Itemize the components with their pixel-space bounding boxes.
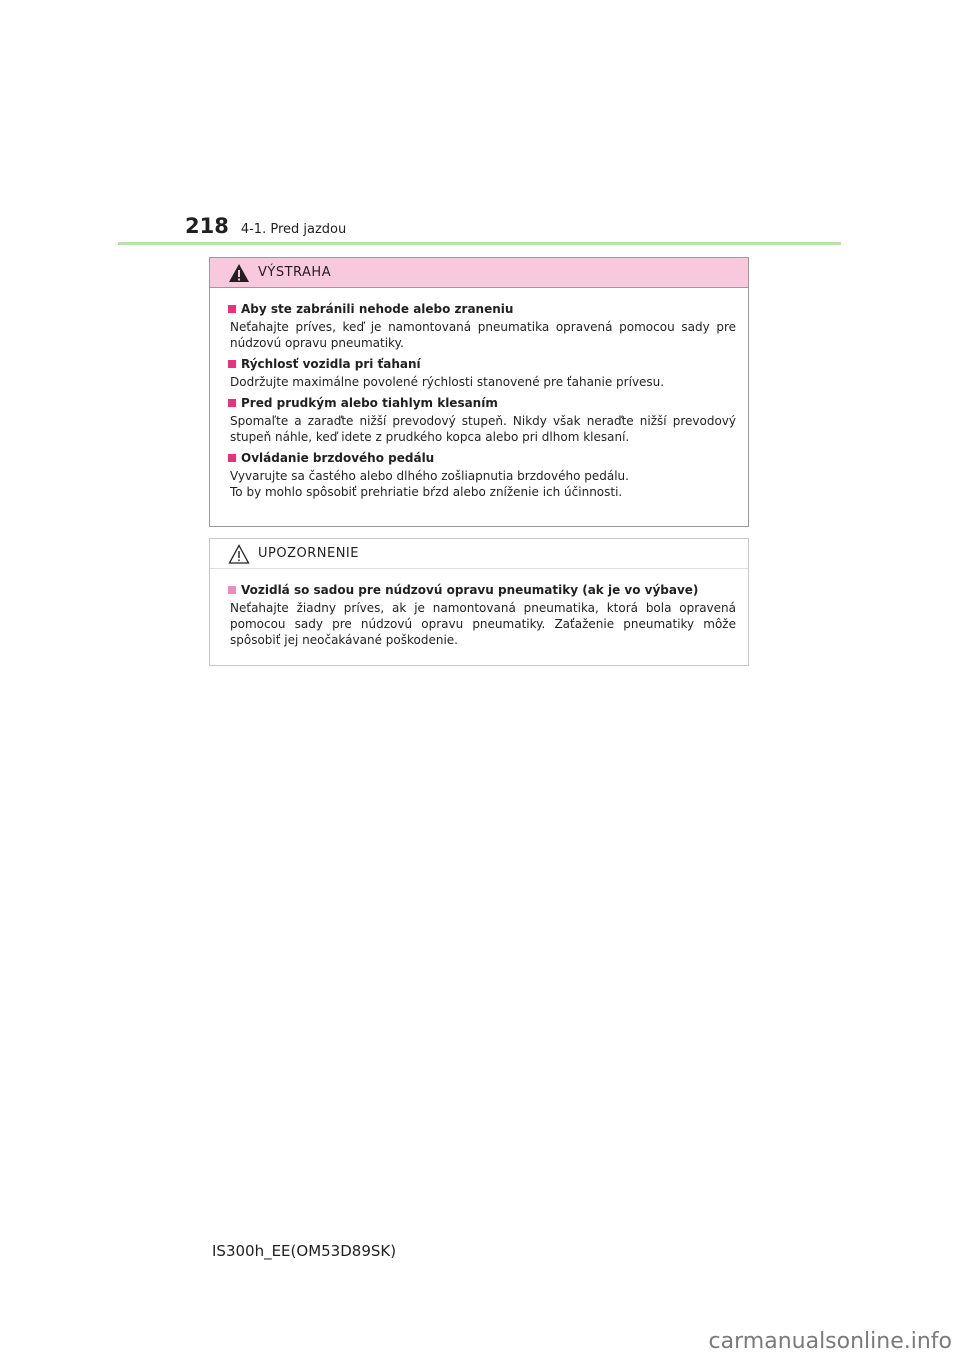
section-title: 4-1. Pred jazdou — [240, 222, 347, 237]
warning-item-title: Aby ste zabránili nehode alebo zraneniu — [241, 302, 514, 316]
page-number: 218 — [185, 214, 229, 238]
caution-header — [210, 539, 748, 569]
warning-item-text: Neťahajte príves, keď je namontovaná pneumatika opravená pomocou sady pre núdzovú opravu pneumatiky. — [230, 320, 736, 350]
warning-item — [228, 396, 736, 445]
caution-item-text: Neťahajte žiadny príves, ak je namontovaná pneumatika, ktorá bola opravená pomocou sady pre núdzovú opravu pneumatiky. Zaťaženie pneumatiky môže spôsobiť jej neočakávané poškodenie. — [230, 601, 736, 647]
header-divider — [118, 242, 841, 245]
warning-item-text: To by mohlo spôsobiť prehriatie bŕzd alebo zníženie ich účinnosti. — [230, 485, 623, 499]
page-header — [185, 214, 346, 238]
warning-triangle-icon — [228, 263, 250, 283]
caution-triangle-icon — [228, 544, 250, 564]
warning-item — [228, 302, 736, 351]
square-bullet-icon — [228, 454, 236, 462]
square-bullet-icon — [228, 360, 236, 368]
caution-item-title: Vozidlá so sadou pre núdzovú opravu pneumatiky (ak je vo výbave) — [241, 583, 699, 597]
square-bullet-icon — [228, 399, 236, 407]
warning-item-text: Dodržujte maximálne povolené rýchlosti stanovené pre ťahanie prívesu. — [230, 375, 665, 389]
caution-title: UPOZORNENIE — [258, 546, 359, 561]
caution-box — [209, 538, 749, 666]
square-bullet-icon — [228, 586, 236, 594]
caution-item — [228, 583, 736, 648]
warning-item-title: Pred prudkým alebo tiahlym klesaním — [241, 396, 498, 410]
warning-title: VÝSTRAHA — [258, 265, 332, 280]
warning-item-title: Rýchlosť vozidla pri ťahaní — [241, 357, 421, 371]
watermark-link[interactable]: carmanualsonline.info — [708, 1329, 952, 1354]
model-code: IS300h_EE(OM53D89SK) — [212, 1242, 397, 1260]
warning-item-text: Vyvarujte sa častého alebo dlhého zošliapnutia brzdového pedálu. — [230, 469, 629, 483]
warning-item-title: Ovládanie brzdového pedálu — [241, 451, 435, 465]
warning-item — [228, 451, 736, 500]
warning-item-text: Spomaľte a zaraďte nižší prevodový stupeň. Nikdy však neraďte nižší prevodový stupeň náhle, keď idete z prudkého kopca alebo pri dlhom klesaní. — [230, 414, 736, 444]
square-bullet-icon — [228, 305, 236, 313]
warning-item — [228, 357, 736, 390]
warning-box — [209, 257, 749, 527]
warning-header — [210, 258, 748, 288]
